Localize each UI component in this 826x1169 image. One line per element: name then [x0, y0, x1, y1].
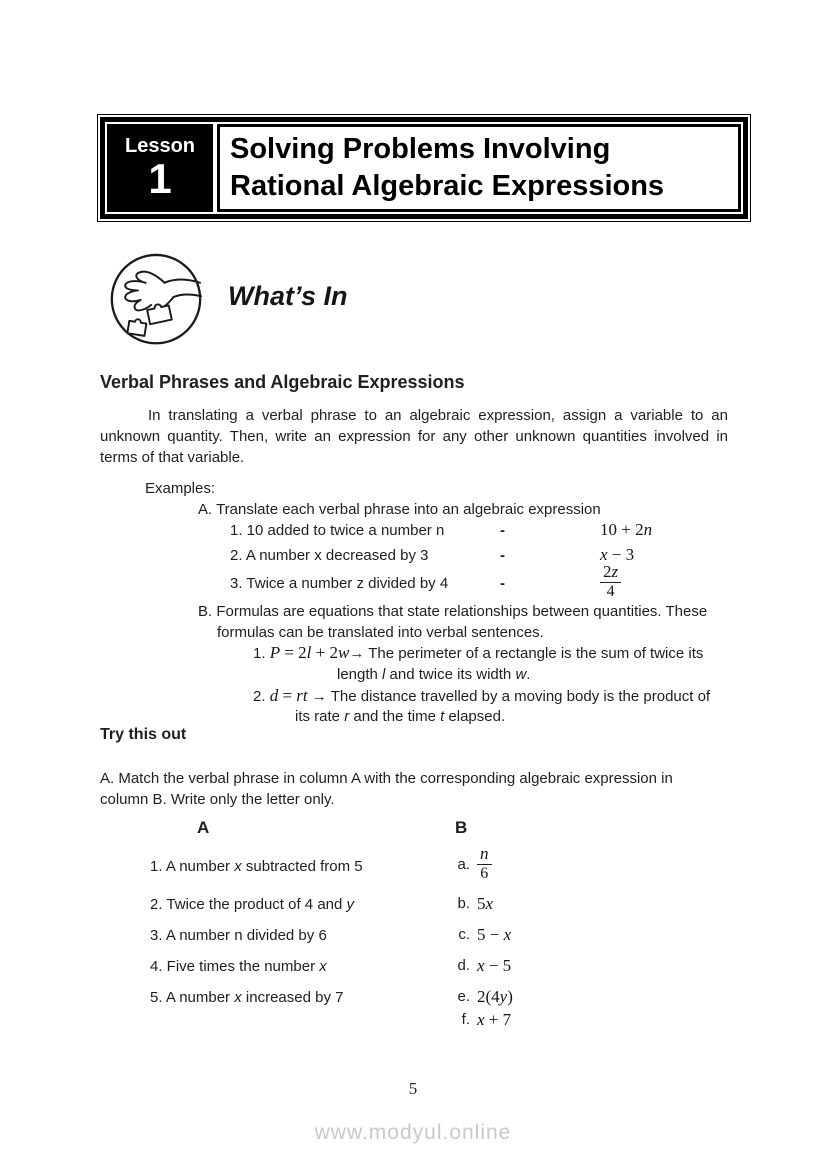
option-expression: x + 7	[477, 1010, 512, 1029]
option-expression: x − 5	[477, 956, 512, 975]
section-heading: Verbal Phrases and Algebraic Expressions	[100, 372, 465, 392]
lesson-number-box	[107, 124, 213, 212]
example-expression	[600, 564, 621, 600]
option-letter: e.	[457, 988, 470, 1005]
part-a-heading: A. Translate each verbal phrase into an algebraic expression	[198, 501, 601, 518]
match-phrase-4: 4. Five times the number x	[150, 958, 327, 975]
example-expression: 10 + 2n	[600, 520, 653, 539]
formula-item-2-line1: 2. d = rt → The distance travelled by a moving body is the product of	[253, 686, 711, 705]
intro-paragraph: In translating a verbal phrase to an algebraic expression, assign a variable to an unknown quantity. Then, write an expression for any other unknown quantities involved in terms of that variable.	[100, 407, 728, 466]
match-phrase-5: 5. A number x increased by 7	[150, 989, 344, 1006]
match-option-f	[450, 1009, 511, 1030]
formula-item-1-line1: 1. P = 2l + 2w→ The perimeter of a rectangle is the sum of twice its	[253, 643, 704, 662]
hand-puzzle-icon	[108, 250, 204, 358]
match-option-a	[450, 846, 492, 882]
example-expression: x − 3	[600, 545, 635, 564]
lesson-title-line1: Solving Problems Involving	[230, 133, 611, 165]
whats-in-title: What’s In	[228, 281, 348, 311]
option-letter: f.	[461, 1011, 470, 1028]
option-letter: a.	[457, 855, 470, 873]
fraction: $\frac{2z}{4}$	[600, 564, 621, 600]
matching-instruction	[100, 768, 740, 810]
lesson-banner	[100, 117, 748, 219]
formula-item-2-line2: its rate r and the time t elapsed.	[295, 708, 506, 725]
match-option-d	[450, 955, 511, 976]
example-item-3	[230, 564, 750, 598]
part-b-heading-line1: B. Formulas are equations that state relationships between quantities. These	[198, 603, 708, 620]
option-expression: 5x	[477, 894, 494, 913]
example-phrase: 3. Twice a number z divided by 4	[230, 575, 449, 592]
match-option-e	[450, 986, 513, 1007]
example-phrase: 1. 10 added to twice a number n	[230, 522, 445, 539]
match-phrase-3: 3. A number n divided by 6	[150, 927, 327, 944]
column-b-header: B	[455, 818, 468, 837]
lesson-number: 1	[148, 155, 172, 202]
examples-label: Examples:	[145, 480, 216, 497]
matching-instruction-line2: column B. Write only the letter only.	[100, 791, 335, 808]
part-b-heading-line2: formulas can be translated into verbal sentences.	[217, 624, 544, 641]
watermark: www.modyul.online	[314, 1121, 512, 1144]
lesson-title-line2: Rational Algebraic Expressions	[230, 170, 665, 202]
option-letter: d.	[457, 957, 470, 974]
match-phrase-2: 2. Twice the product of 4 and y	[150, 896, 355, 913]
page-number: 5	[408, 1079, 418, 1098]
option-letter: b.	[457, 895, 470, 912]
column-a-header: A	[197, 818, 210, 837]
match-phrase-1: 1. A number x subtracted from 5	[150, 858, 363, 875]
lesson-title-box	[217, 124, 741, 212]
example-dash: -	[500, 575, 505, 592]
example-dash: -	[500, 547, 505, 564]
match-option-b	[450, 893, 493, 914]
example-dash: -	[500, 522, 505, 539]
matching-instruction-line1: A. Match the verbal phrase in column A with the corresponding algebraic expression in	[100, 770, 673, 787]
option-expression: 2(4y)	[477, 987, 513, 1006]
option-letter: c.	[458, 926, 470, 943]
fraction: $\frac{n}{6}$	[477, 846, 492, 882]
option-expression: 5 − x	[477, 925, 512, 944]
try-this-out-heading: Try this out	[100, 726, 187, 743]
formula-item-1-line2: length l and twice its width w.	[337, 666, 531, 683]
lesson-label: Lesson	[124, 135, 196, 157]
example-phrase: 2. A number x decreased by 3	[230, 547, 429, 564]
match-option-c	[450, 924, 511, 945]
